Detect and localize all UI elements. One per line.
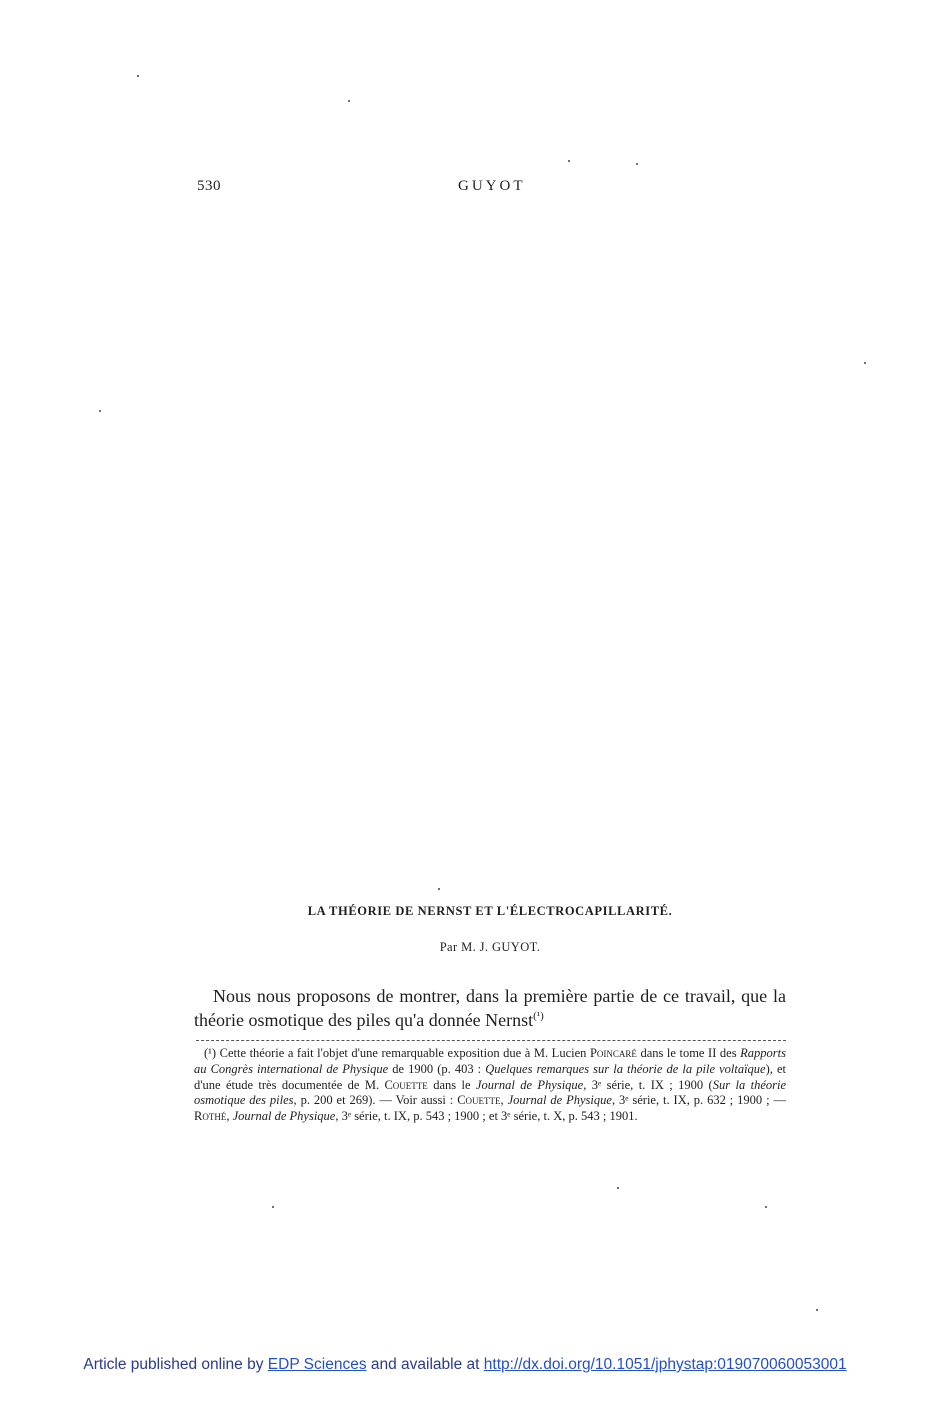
footnote-separator bbox=[196, 1040, 786, 1041]
footnote-author-name: Poincaré bbox=[589, 1046, 637, 1060]
publisher-prefix: Article published online by bbox=[83, 1356, 268, 1373]
article-title: LA THÉORIE DE NERNST ET L'ÉLECTROCAPILLARITÉ. bbox=[307, 904, 673, 918]
scan-speck bbox=[348, 100, 350, 102]
footnote-reference[interactable]: (¹) bbox=[533, 1010, 544, 1022]
scan-speck bbox=[272, 1206, 274, 1208]
footnote-work-title: Journal de Physique bbox=[475, 1077, 584, 1092]
footnote-text: , 3ᵉ série, t. IX ; 1900 ( bbox=[583, 1077, 713, 1092]
running-title: GUYOT bbox=[458, 178, 526, 194]
page-number: 530 bbox=[197, 178, 221, 194]
scan-speck bbox=[568, 160, 570, 162]
doi-link[interactable]: http://dx.doi.org/10.1051/jphystap:019070060053001 bbox=[483, 1356, 847, 1373]
footnote-text: , bbox=[500, 1093, 508, 1108]
body-paragraph bbox=[194, 984, 786, 1032]
scan-speck bbox=[137, 75, 139, 77]
footnote-author-name: Rothé bbox=[194, 1109, 227, 1124]
footnote-author-name: Couette bbox=[457, 1093, 501, 1108]
footnote-text: , p. 200 et 269). — Voir aussi : bbox=[293, 1093, 458, 1108]
footnote-text: dans le tome II des bbox=[636, 1046, 741, 1060]
footnote-text: , 3ᵉ série, t. IX, p. 543 ; 1900 ; et 3ᵉ série, t. X, p. 543 ; 1901. bbox=[335, 1109, 638, 1124]
footnote-text: de 1900 (p. 403 : bbox=[388, 1061, 486, 1076]
footnote-author-name: Couette bbox=[384, 1077, 428, 1092]
article-byline: Par M. J. GUYOT. bbox=[439, 940, 541, 954]
paragraph-text: Nous nous proposons de montrer, dans la première partie de ce travail, que la théorie osmotique des piles qu'a donnée Nernst bbox=[194, 986, 786, 1030]
footnote bbox=[194, 1046, 786, 1125]
footnote-text: , bbox=[226, 1109, 233, 1124]
footnote-work-title: Sur la théorie osmotique des piles bbox=[194, 1077, 787, 1108]
publisher-line bbox=[0, 1356, 930, 1374]
scan-speck bbox=[617, 1187, 619, 1189]
publisher-middle: and available at bbox=[366, 1356, 484, 1373]
footnote-work-title: Quelques remarques sur la théorie de la pile voltaïque bbox=[485, 1061, 766, 1076]
footnote-text: Cette théorie a fait l'objet d'une remarquable exposition due à M. Lucien bbox=[216, 1046, 590, 1060]
publisher-link[interactable]: EDP Sciences bbox=[267, 1356, 367, 1373]
footnote-work-title: Journal de Physique bbox=[232, 1109, 336, 1124]
footnote-marker: (¹) bbox=[204, 1046, 217, 1060]
scan-speck bbox=[765, 1206, 767, 1208]
footnote-text: ), et d'une étude très documentée de M. bbox=[194, 1061, 787, 1092]
scan-speck bbox=[636, 163, 638, 165]
scan-speck bbox=[438, 888, 440, 890]
running-head bbox=[0, 178, 930, 198]
footnote-text: dans le bbox=[427, 1077, 476, 1092]
footnote-text: , 3ᵉ série, t. IX, p. 632 ; 1900 ; — bbox=[611, 1093, 786, 1108]
scan-speck bbox=[99, 410, 101, 412]
scan-speck bbox=[816, 1309, 818, 1311]
scan-speck bbox=[864, 362, 866, 364]
footnote-work-title: Rapports au Congrès international de Physique bbox=[194, 1046, 786, 1076]
footnote-work-title: Journal de Physique bbox=[507, 1093, 612, 1108]
